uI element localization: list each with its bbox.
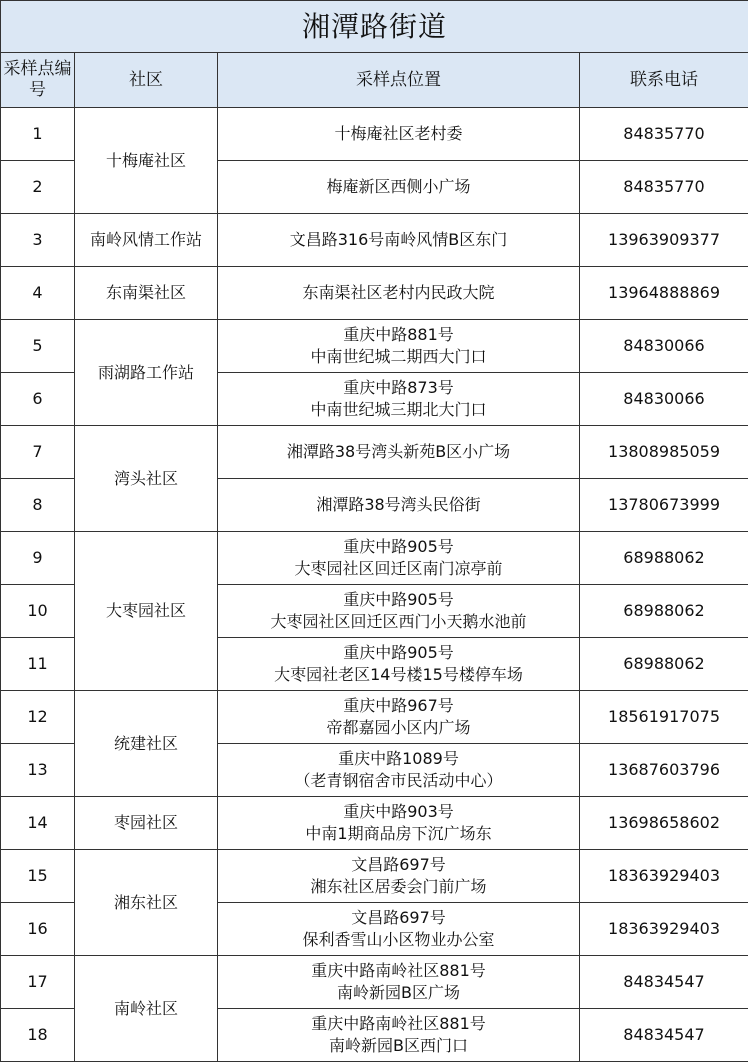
location-cell [218, 108, 580, 161]
location-line: 东南渠社区老村内民政大院 [220, 282, 577, 304]
phone-cell: 68988062 [580, 638, 748, 691]
community-cell: 大枣园社区 [75, 532, 218, 691]
phone-cell: 13963909377 [580, 214, 748, 267]
location-line: 大枣园社老区14号楼15号楼停车场 [220, 664, 577, 686]
table-row [1, 850, 748, 903]
location-cell [218, 1009, 580, 1062]
location-line: 中南世纪城三期北大门口 [220, 399, 577, 421]
page-title: 湘潭路街道 [1, 1, 748, 53]
phone-cell: 68988062 [580, 585, 748, 638]
phone-cell: 13808985059 [580, 426, 748, 479]
location-line: 湘东社区居委会门前广场 [220, 876, 577, 898]
location-cell [218, 956, 580, 1009]
sample-no-cell: 13 [1, 744, 75, 797]
phone-cell: 84834547 [580, 956, 748, 1009]
phone-cell: 84830066 [580, 320, 748, 373]
location-cell [218, 532, 580, 585]
location-line: 文昌路697号 [220, 854, 577, 876]
location-line: （老青钢宿舍市民活动中心） [220, 770, 577, 792]
location-cell [218, 744, 580, 797]
title-row [1, 1, 748, 53]
table-row [1, 214, 748, 267]
table-row [1, 956, 748, 1009]
location-line: 重庆中路873号 [220, 377, 577, 399]
sample-no-cell: 1 [1, 108, 75, 161]
location-cell [218, 903, 580, 956]
phone-cell: 18561917075 [580, 691, 748, 744]
community-cell: 南岭风情工作站 [75, 214, 218, 267]
phone-cell: 13780673999 [580, 479, 748, 532]
sample-no-cell: 16 [1, 903, 75, 956]
phone-cell: 13687603796 [580, 744, 748, 797]
location-line: 重庆中路南岭社区881号 [220, 1013, 577, 1035]
phone-cell: 84835770 [580, 161, 748, 214]
location-line: 重庆中路903号 [220, 801, 577, 823]
community-cell: 南岭社区 [75, 956, 218, 1062]
sample-no-cell: 5 [1, 320, 75, 373]
location-cell [218, 267, 580, 320]
sample-no-cell: 6 [1, 373, 75, 426]
phone-cell: 18363929403 [580, 903, 748, 956]
location-line: 大枣园社区回迁区西门小天鹅水池前 [220, 611, 577, 633]
phone-cell: 84830066 [580, 373, 748, 426]
phone-cell: 18363929403 [580, 850, 748, 903]
sample-no-cell: 7 [1, 426, 75, 479]
location-cell [218, 585, 580, 638]
table-row [1, 532, 748, 585]
sample-no-cell: 8 [1, 479, 75, 532]
sample-no-cell: 2 [1, 161, 75, 214]
location-line: 保利香雪山小区物业办公室 [220, 929, 577, 951]
table-row [1, 426, 748, 479]
header-sample-no-text: 采样点编号 [3, 59, 72, 101]
location-line: 南岭新园B区西门口 [220, 1035, 577, 1057]
sample-no-cell: 10 [1, 585, 75, 638]
sample-no-cell: 3 [1, 214, 75, 267]
table-row [1, 108, 748, 161]
location-line: 十梅庵社区老村委 [220, 123, 577, 145]
location-line: 重庆中路905号 [220, 589, 577, 611]
community-cell: 十梅庵社区 [75, 108, 218, 214]
table-body [1, 108, 748, 1062]
table-row [1, 691, 748, 744]
location-cell [218, 214, 580, 267]
location-line: 大枣园社区回迁区南门凉亭前 [220, 558, 577, 580]
community-cell: 湘东社区 [75, 850, 218, 956]
phone-cell: 84834547 [580, 1009, 748, 1062]
location-line: 重庆中路881号 [220, 324, 577, 346]
location-line: 中南1期商品房下沉广场东 [220, 823, 577, 845]
location-line: 帝都嘉园小区内广场 [220, 717, 577, 739]
location-cell [218, 691, 580, 744]
header-phone: 联系电话 [580, 53, 748, 108]
location-line: 文昌路697号 [220, 907, 577, 929]
location-cell [218, 638, 580, 691]
location-cell [218, 373, 580, 426]
location-line: 重庆中路905号 [220, 536, 577, 558]
community-cell: 统建社区 [75, 691, 218, 797]
location-line: 重庆中路967号 [220, 695, 577, 717]
header-location: 采样点位置 [218, 53, 580, 108]
sample-no-cell: 12 [1, 691, 75, 744]
phone-cell: 84835770 [580, 108, 748, 161]
table-row [1, 320, 748, 373]
community-cell: 枣园社区 [75, 797, 218, 850]
location-line: 梅庵新区西侧小广场 [220, 176, 577, 198]
location-line: 重庆中路1089号 [220, 748, 577, 770]
location-line: 重庆中路南岭社区881号 [220, 960, 577, 982]
phone-cell: 13698658602 [580, 797, 748, 850]
table-row [1, 797, 748, 850]
header-community: 社区 [75, 53, 218, 108]
sample-no-cell: 11 [1, 638, 75, 691]
community-cell: 雨湖路工作站 [75, 320, 218, 426]
location-line: 南岭新园B区广场 [220, 982, 577, 1004]
header-sample-no [1, 53, 75, 108]
sample-no-cell: 14 [1, 797, 75, 850]
header-row [1, 53, 748, 108]
sample-no-cell: 18 [1, 1009, 75, 1062]
community-cell: 湾头社区 [75, 426, 218, 532]
table-row [1, 267, 748, 320]
location-line: 中南世纪城二期西大门口 [220, 346, 577, 368]
location-cell [218, 161, 580, 214]
location-cell [218, 320, 580, 373]
location-cell [218, 797, 580, 850]
sample-no-cell: 17 [1, 956, 75, 1009]
sample-no-cell: 4 [1, 267, 75, 320]
phone-cell: 68988062 [580, 532, 748, 585]
community-cell: 东南渠社区 [75, 267, 218, 320]
phone-cell: 13964888869 [580, 267, 748, 320]
location-line: 湘潭路38号湾头民俗街 [220, 494, 577, 516]
location-cell [218, 426, 580, 479]
location-cell [218, 850, 580, 903]
sample-no-cell: 15 [1, 850, 75, 903]
location-line: 湘潭路38号湾头新苑B区小广场 [220, 441, 577, 463]
location-line: 重庆中路905号 [220, 642, 577, 664]
location-line: 文昌路316号南岭风情B区东门 [220, 229, 577, 251]
sample-no-cell: 9 [1, 532, 75, 585]
location-cell [218, 479, 580, 532]
